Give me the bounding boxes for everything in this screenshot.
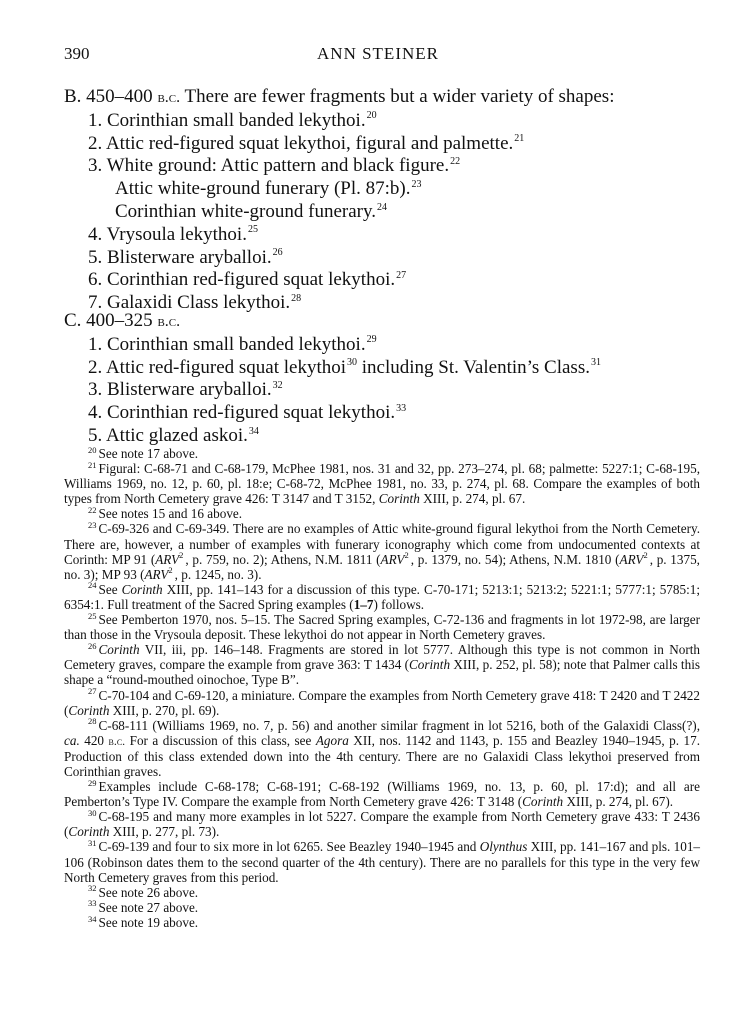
footnote: $^{30}$ C-68-195 and many more examples in lot 5227. Compare the example from North Cemetery grave 433: T 2436 (Corinth XIII, p. 277, pl. 73). xyxy=(64,807,700,840)
footnote-ref[interactable]: 31 xyxy=(590,357,601,369)
section-c-heading: C. 400–325 b.c. xyxy=(64,310,181,331)
section-c xyxy=(0,310,756,448)
footnote-ref[interactable]: 22 xyxy=(450,156,461,168)
footnote: $^{24}$ See Corinth XIII, pp. 141–143 for a discussion of this type. C-70-171; 5213:1; 5213:2; 5221:1; 5777:1; 5785:1; 6354:1. Full treatment of the Sacred Spring examples (1–7) follows. xyxy=(64,580,700,612)
page-number: 390 xyxy=(64,44,90,63)
list-item: 2. Attic red-figured squat lekythoi$^{30}$ including St. Valentin’s Class.$^{31}$ xyxy=(88,356,601,378)
list-item: 1. Corinthian small banded lekythoi.$^{29}$ xyxy=(88,333,377,355)
footnote-ref[interactable]: 33 xyxy=(396,402,407,414)
footnotes xyxy=(64,446,700,930)
footnote-ref[interactable]: 30 xyxy=(347,357,358,369)
list-item: 3. Blisterware aryballoi.$^{32}$ xyxy=(88,379,283,401)
footnote-ref[interactable]: 26 xyxy=(272,247,283,259)
footnote: $^{25}$ See Pemberton 1970, nos. 5–15. The Sacred Spring examples, C-72-136 and fragments in lot 1972-98, are larger than those in the Vrysoula deposit. These lekythoi do not appear in North Cemetery graves. xyxy=(64,610,700,643)
section-b-heading: B. 450–400 b.c. There are fewer fragments but a wider variety of shapes: xyxy=(64,86,615,107)
footnote-ref[interactable]: 20 xyxy=(366,110,377,122)
list-item: 5. Blisterware aryballoi.$^{26}$ xyxy=(88,246,283,268)
footnote: $^{21}$ Figural: C-68-71 and C-68-179, McPhee 1981, nos. 31 and 32, pp. 273–274, pl. 68; palmette: 5227:1; C-68-195, Williams 1969, no. 12, p. 60, pl. 18:e; C-68-72, McPhee 1981, no. 33, p. 274, pl. 68. Compare the examples of both types from North Cemetery grave 426: T 3147 and T 3152, Corinth XIII, p. 274, pl. 67. xyxy=(64,459,700,507)
footnote-ref[interactable]: 34 xyxy=(248,425,259,437)
footnote-ref[interactable]: 23 xyxy=(411,178,422,190)
footnote: $^{22}$ See notes 15 and 16 above. xyxy=(88,504,243,522)
section-b xyxy=(0,86,756,315)
list-item: 4. Corinthian red-figured squat lekythoi.$^{33}$ xyxy=(88,402,407,424)
footnote: $^{32}$ See note 26 above. xyxy=(88,883,199,900)
footnote: $^{29}$ Examples include C-68-178; C-68-191; C-68-192 (Williams 1969, no. 13, p. 60, pl. 17:d); and all are Pemberton’s Type IV. Compare the example from North Cemetery grave 426: T 3148 (Corinth XIII, p. 274, pl. 67). xyxy=(64,777,700,810)
footnote: $^{20}$ See note 17 above. xyxy=(88,444,199,461)
footnote: $^{27}$ C-70-104 and C-69-120, a miniature. Compare the examples from North Cemetery grave 418: T 2420 and T 2422 (Corinth XIII, p. 270, pl. 69). xyxy=(64,686,700,718)
footnote-ref[interactable]: 27 xyxy=(396,270,407,282)
page-header xyxy=(64,44,692,66)
footnote-ref[interactable]: 25 xyxy=(247,224,258,236)
footnote-ref[interactable]: 32 xyxy=(272,380,283,392)
list-item: 4. Vrysoula lekythoi.$^{25}$ xyxy=(88,223,258,245)
footnote: $^{23}$ C-69-326 and C-69-349. There are no examples of Attic white-ground figural lekythoi from the North Cemetery. There are, however, a number of examples with funerary iconography which come from undocumented contexts at Corinth: MP 91 (ARV$^2$ , p. 759, no. 2); Athens, N.M. 1811 (ARV$^2$ , p. 1379, no. 54); Athens, N.M. 1810 (ARV$^2$ , p. 1375, no. 3); MP 93 (ARV$^2$ , p. 1245, no. 3). xyxy=(64,520,700,582)
list-item: 6. Corinthian red-figured squat lekythoi.$^{27}$ xyxy=(88,269,407,291)
footnote: $^{28}$ C-68-111 (Williams 1969, no. 7, p. 56) and another similar fragment in lot 5216, both of the Galaxidi Class(?), ca. 420 b.c. For a discussion of this class, see Agora XII, nos. 1142 and 1143, p. 155 and Beazley 1940–1945, p. 17. Production of this class extended down into the 4th century. There are no Galaxidi Class lekythoi preserved from Corinthian graves. xyxy=(64,716,701,779)
footnote-ref[interactable]: 24 xyxy=(377,201,387,213)
footnote: $^{33}$ See note 27 above. xyxy=(88,898,199,915)
footnote: $^{34}$ See note 19 above. xyxy=(88,913,199,930)
footnote: $^{31}$ C-69-139 and four to six more in lot 6265. See Beazley 1940–1945 and Olynthus XIII, pp. 141–167 and pls. 101–106 (Robinson dates them to the second quarter of the 4th century). There are no parallels for this type in the very few North Cemetery graves from this period. xyxy=(64,838,701,885)
list-item: 5. Attic glazed askoi.$^{34}$ xyxy=(88,424,259,446)
list-subitem: Corinthian white-ground funerary.$^{24}$ xyxy=(115,200,387,222)
list-item: 7. Galaxidi Class lekythoi.$^{28}$ xyxy=(88,292,302,314)
list-subitem: Attic white-ground funerary (Pl. 87:b).$^{23}$ xyxy=(115,178,422,200)
list-item: 2. Attic red-figured squat lekythoi, figural and palmette.$^{21}$ xyxy=(88,132,525,154)
running-head: ANN STEINER xyxy=(317,44,439,63)
list-item: 1. Corinthian small banded lekythoi.$^{20}$ xyxy=(88,109,377,131)
list-item: 3. White ground: Attic pattern and black figure.$^{22}$ xyxy=(88,155,461,177)
footnote-ref[interactable]: 28 xyxy=(291,292,302,304)
footnote: $^{26}$ Corinth VII, iii, pp. 146–148. Fragments are stored in lot 5777. Although this type is not common in North Cemetery graves, compare the example from grave 363: T 1434 (Corinth XIII, p. 252, pl. 58); note that Palmer calls this shape a “round-mouthed oinochoe, Type B”. xyxy=(64,640,700,688)
footnote-ref[interactable]: 29 xyxy=(366,334,377,346)
footnote-ref[interactable]: 21 xyxy=(514,133,525,145)
